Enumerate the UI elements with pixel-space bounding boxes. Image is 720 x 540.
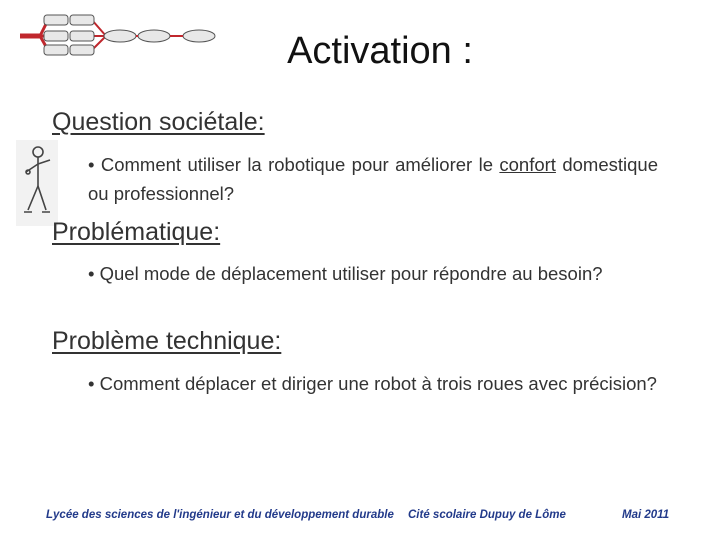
footer-school: Lycée des sciences de l'ingénieur et du développement durable [46,509,394,521]
heading-probleme-technique: Problème technique: [52,327,282,355]
bullet-problematique: • Quel mode de déplacement utiliser pour répondre au besoin? [88,263,603,284]
footer-site: Cité scolaire Dupuy de Lôme [408,509,566,521]
bullet-question-societale [88,150,658,208]
heading-problematique: Problématique: [52,218,221,246]
bullet-text: • Comment utiliser la robotique pour améliorer le [88,154,500,175]
footer-date: Mai 2011 [622,509,670,521]
robot-sketch-icon [16,140,58,226]
bullet-underlined-word: confort [499,154,556,175]
heading-question-societale: Question sociétale: [52,108,265,136]
bullet-probleme-technique: • Comment déplacer et diriger une robot à trois roues avec précision? [88,373,657,394]
bullet-text: domestique ou professionnel? [88,154,658,204]
slide-title: Activation : [287,30,473,72]
process-diagram-icon [14,12,224,56]
